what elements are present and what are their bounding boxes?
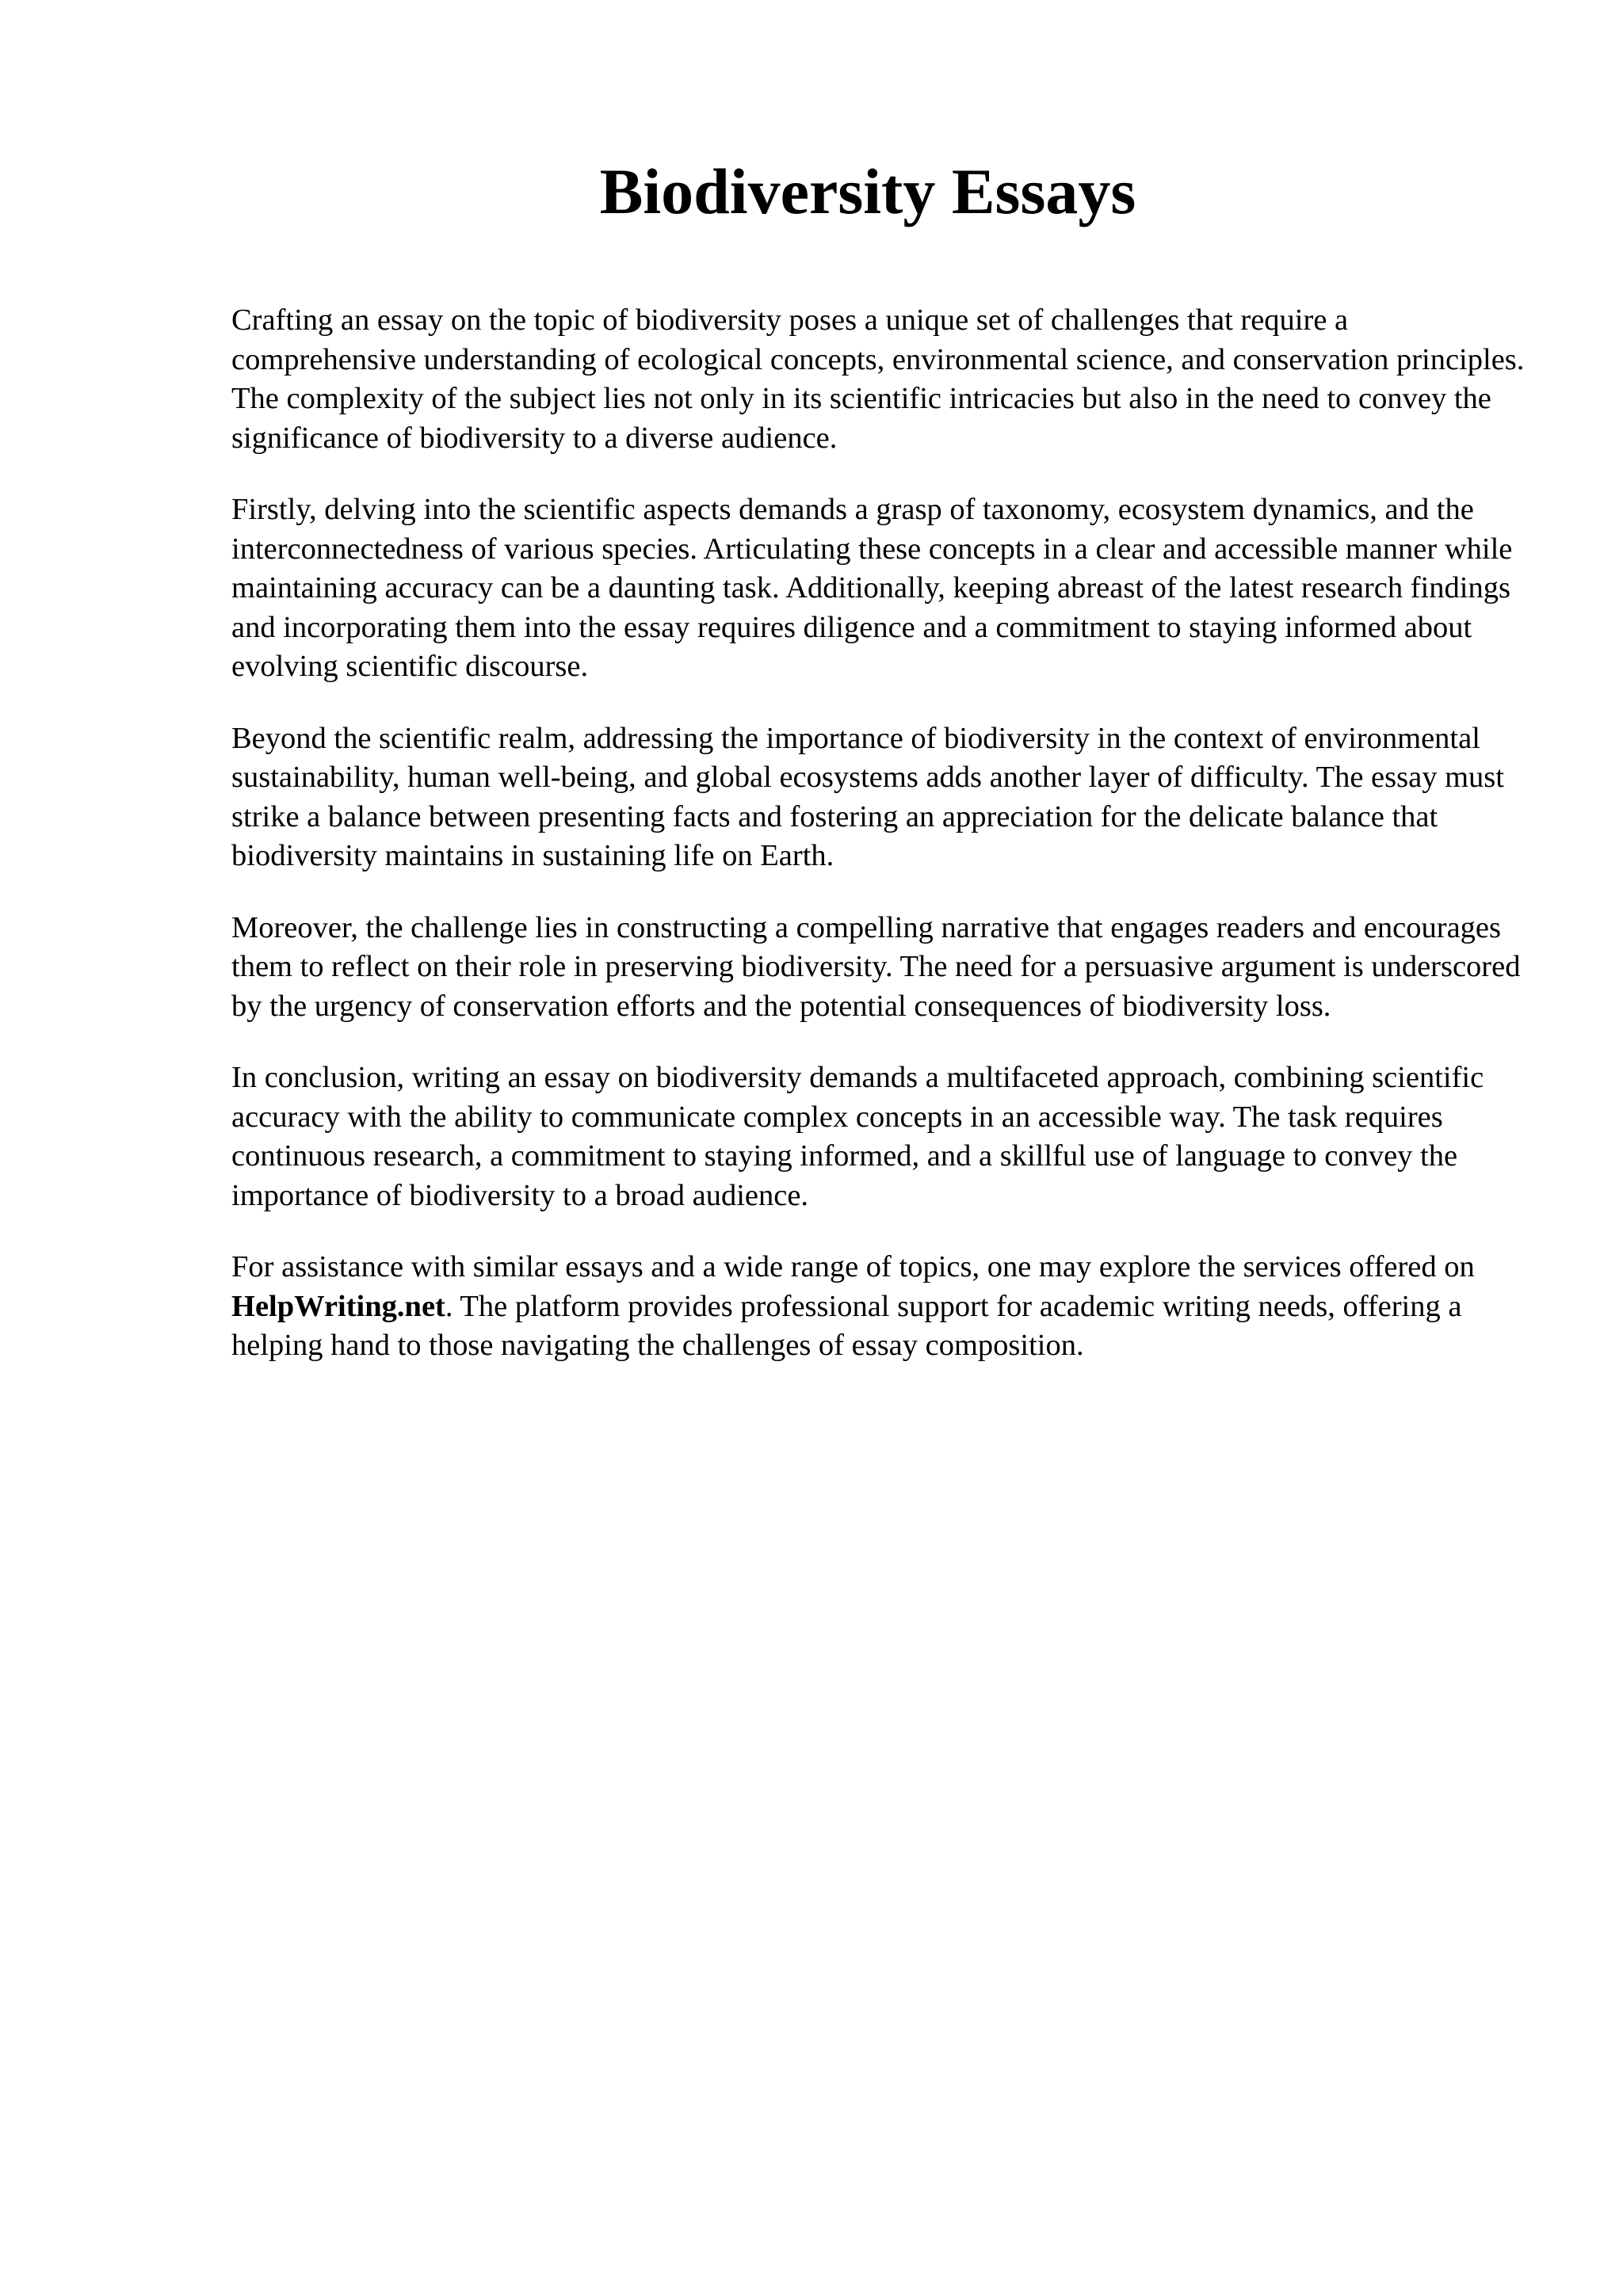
paragraph-conclusion: In conclusion, writing an essay on biodiversity demands a multifaceted approach, combining scientific accuracy with the ability to communicate complex concepts in an accessible way. The task requires continuous research, a commitment to staying informed, and a skillful use of language to convey the importance of biodiversity to a broad audience. [231,1061,1484,1212]
paragraph-assistance [231,1248,1531,1366]
paragraph-intro: Crafting an essay on the topic of biodiversity poses a unique set of challenges that require a comprehensive understanding of ecological concepts, environmental science, and conservation principles. The complexity of the subject lies not only in its scientific intricacies but also in the need to convey the significance of biodiversity to a diverse audience. [231,303,1525,455]
paragraph-beyond-science: Beyond the scientific realm, addressing the importance of biodiversity in the context of environmental sustainability, human well-being, and global ecosystems adds another layer of difficulty. The essay must strike a balance between presenting facts and fostering an appreciation for the delicate balance that biodiversity maintains in sustaining life on Earth. [231,721,1504,872]
assistance-text-after: . The platform provides professional support for academic writing needs, offering a helping hand to those navigating the challenges of essay composition. [231,1289,1462,1362]
paragraph-scientific-aspects: Firstly, delving into the scientific aspects demands a grasp of taxonomy, ecosystem dynamics, and the interconnectedness of various species. Articulating these concepts in a clear and accessible manner while maintaining accuracy can be a daunting task. Additionally, keeping abreast of the latest research findings and incorporating them into the essay requires diligence and a commitment to staying informed about evolving scientific discourse. [231,493,1513,683]
helpwriting-link[interactable]: HelpWriting.net [231,1289,445,1323]
page-title: Biodiversity Essays [599,155,1136,227]
assistance-text-before: For assistance with similar essays and a wide range of topics, one may explore the services offered on [231,1250,1475,1283]
essay-body [231,301,1531,1398]
paragraph-narrative: Moreover, the challenge lies in constructing a compelling narrative that engages readers and encourages them to reflect on their role in preserving biodiversity. The need for a persuasive argument is underscored by the urgency of conservation efforts and the potential consequences of biodiversity loss. [231,910,1521,1023]
